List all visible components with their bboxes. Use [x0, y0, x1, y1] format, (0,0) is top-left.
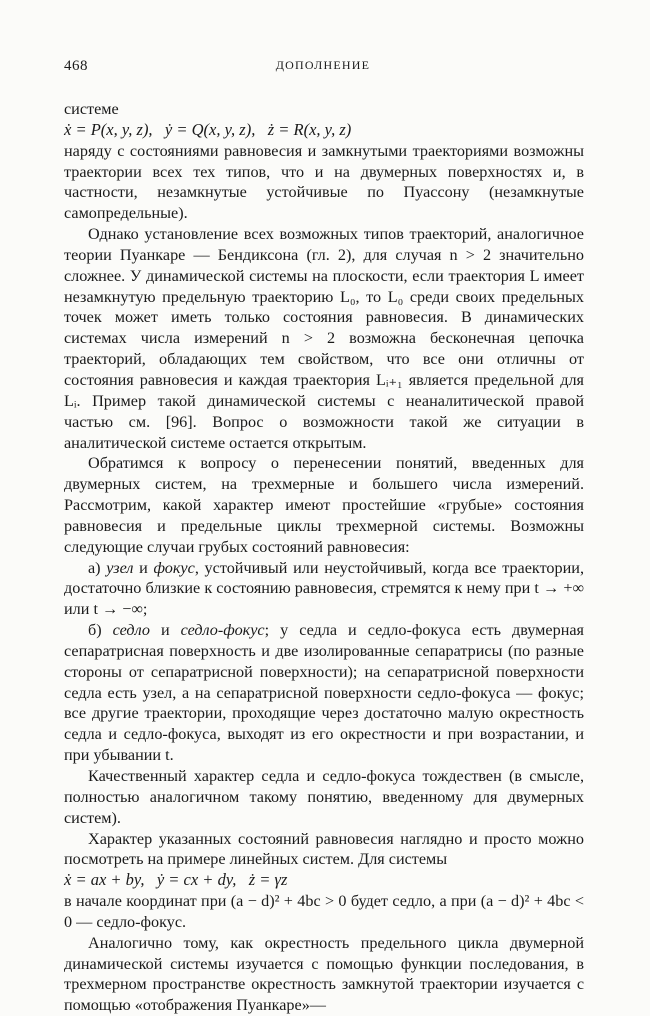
paragraph-7: Характер указанных состояний равновесия наглядно и просто можно посмотреть на примере линейных систем. Для системы — [64, 829, 584, 869]
page-number: 468 — [64, 58, 88, 74]
case-b-marker: б) — [88, 621, 113, 640]
case-a-text: , устойчивый или неустойчивый, когда все траектории, достаточно близкие к состоянию равновесия, стремятся к нему при t → +∞ или t → −∞; — [64, 558, 584, 619]
paragraph-6: Качественный характер седла и седло-фокуса тождествен (в смысле, полностью аналогичном такому понятию, введенному для двумерных систем). — [64, 767, 584, 827]
page-header — [64, 58, 582, 78]
case-a-and: и — [133, 558, 154, 577]
paragraph-case-a — [64, 558, 584, 621]
term-saddle: седло — [112, 621, 150, 640]
page-body — [64, 99, 584, 1016]
case-b-text: ; у седла и седло-фокуса есть двумерная сепаратрисная поверхность и две изолированные сепаратрисы (по разные стороны от сепаратрисной поверхности); на сепаратрисной поверхности седла есть узел, а на сепаратрисной поверхности седло-фокуса — фокус; все другие траектории, проходящие через достаточно малую окрестность седла и седло-фокуса, выходят из его окрестности и при возрастании, и при убывании t. — [64, 621, 584, 765]
formula-linear-system: ẋ = ax + by, ẏ = cx + dy, ż = γz — [64, 870, 288, 890]
case-b-and: и — [149, 621, 181, 640]
paragraph-case-b — [64, 620, 584, 766]
paragraph-9: Аналогично тому, как окрестность предельного цикла двумерной динамической системы изучается с помощью функции последования, в трехмерном пространстве окрестность замкнутой траектории изучается с помощью «отображения Пуанкаре»— — [64, 933, 584, 1015]
term-node: узел — [106, 558, 134, 577]
paragraph-1: наряду с состояниями равновесия и замкнутыми траекториями возможны траектории всех тех типов, что и на двумерных поверхностях и, в частности, незамкнутые устойчивые по Пуассону (незамкнутые самопредельные). — [64, 141, 584, 223]
paragraph-2: Однако установление всех возможных типов траекторий, аналогичное теории Пуанкаре — Бендиксона (гл. 2), для случая n > 2 значительно сложнее. У динамической системы на плоскости, если траектория L имеет незамкнутую предельную траекторию L₀, то L₀ среди своих предельных точек может иметь только состояния равновесия. В динамических системах числа измерений n > 2 возможна бесконечная цепочка траекторий, обладающих тем свойством, что все они отличны от состояния равновесия и каждая траектория Lᵢ₊₁ является предельной для Lᵢ. Пример такой динамической системы с неаналитической правой частью см. [96]. Вопрос о возможности такой же ситуации в аналитической системе остается открытым. — [64, 225, 584, 452]
running-title: ДОПОЛНЕНИЕ — [275, 58, 371, 72]
paragraph-3: Обратимся к вопросу о перенесении понятий, введенных для двумерных систем, на трехмерные и большего числа измерений. Рассмотрим, какой характер имеют простейшие «грубые» состояния равновесия и предельные циклы трехмерной системы. Возможны следующие случаи грубых состояний равновесия: — [64, 454, 584, 556]
term-saddle-focus: седло-фокус — [180, 621, 265, 640]
formula-system: ẋ = P(x, y, z), ẏ = Q(x, y, z), ż = R(x, y, z) — [64, 119, 352, 139]
intro-word: системе — [64, 100, 119, 118]
term-focus: фокус — [153, 558, 195, 577]
case-a-marker: а) — [88, 558, 107, 577]
paragraph-8: в начале координат при (a − d)² + 4bc > 0 будет седло, а при (a − d)² + 4bc < 0 — седло-фокус. — [64, 892, 584, 931]
